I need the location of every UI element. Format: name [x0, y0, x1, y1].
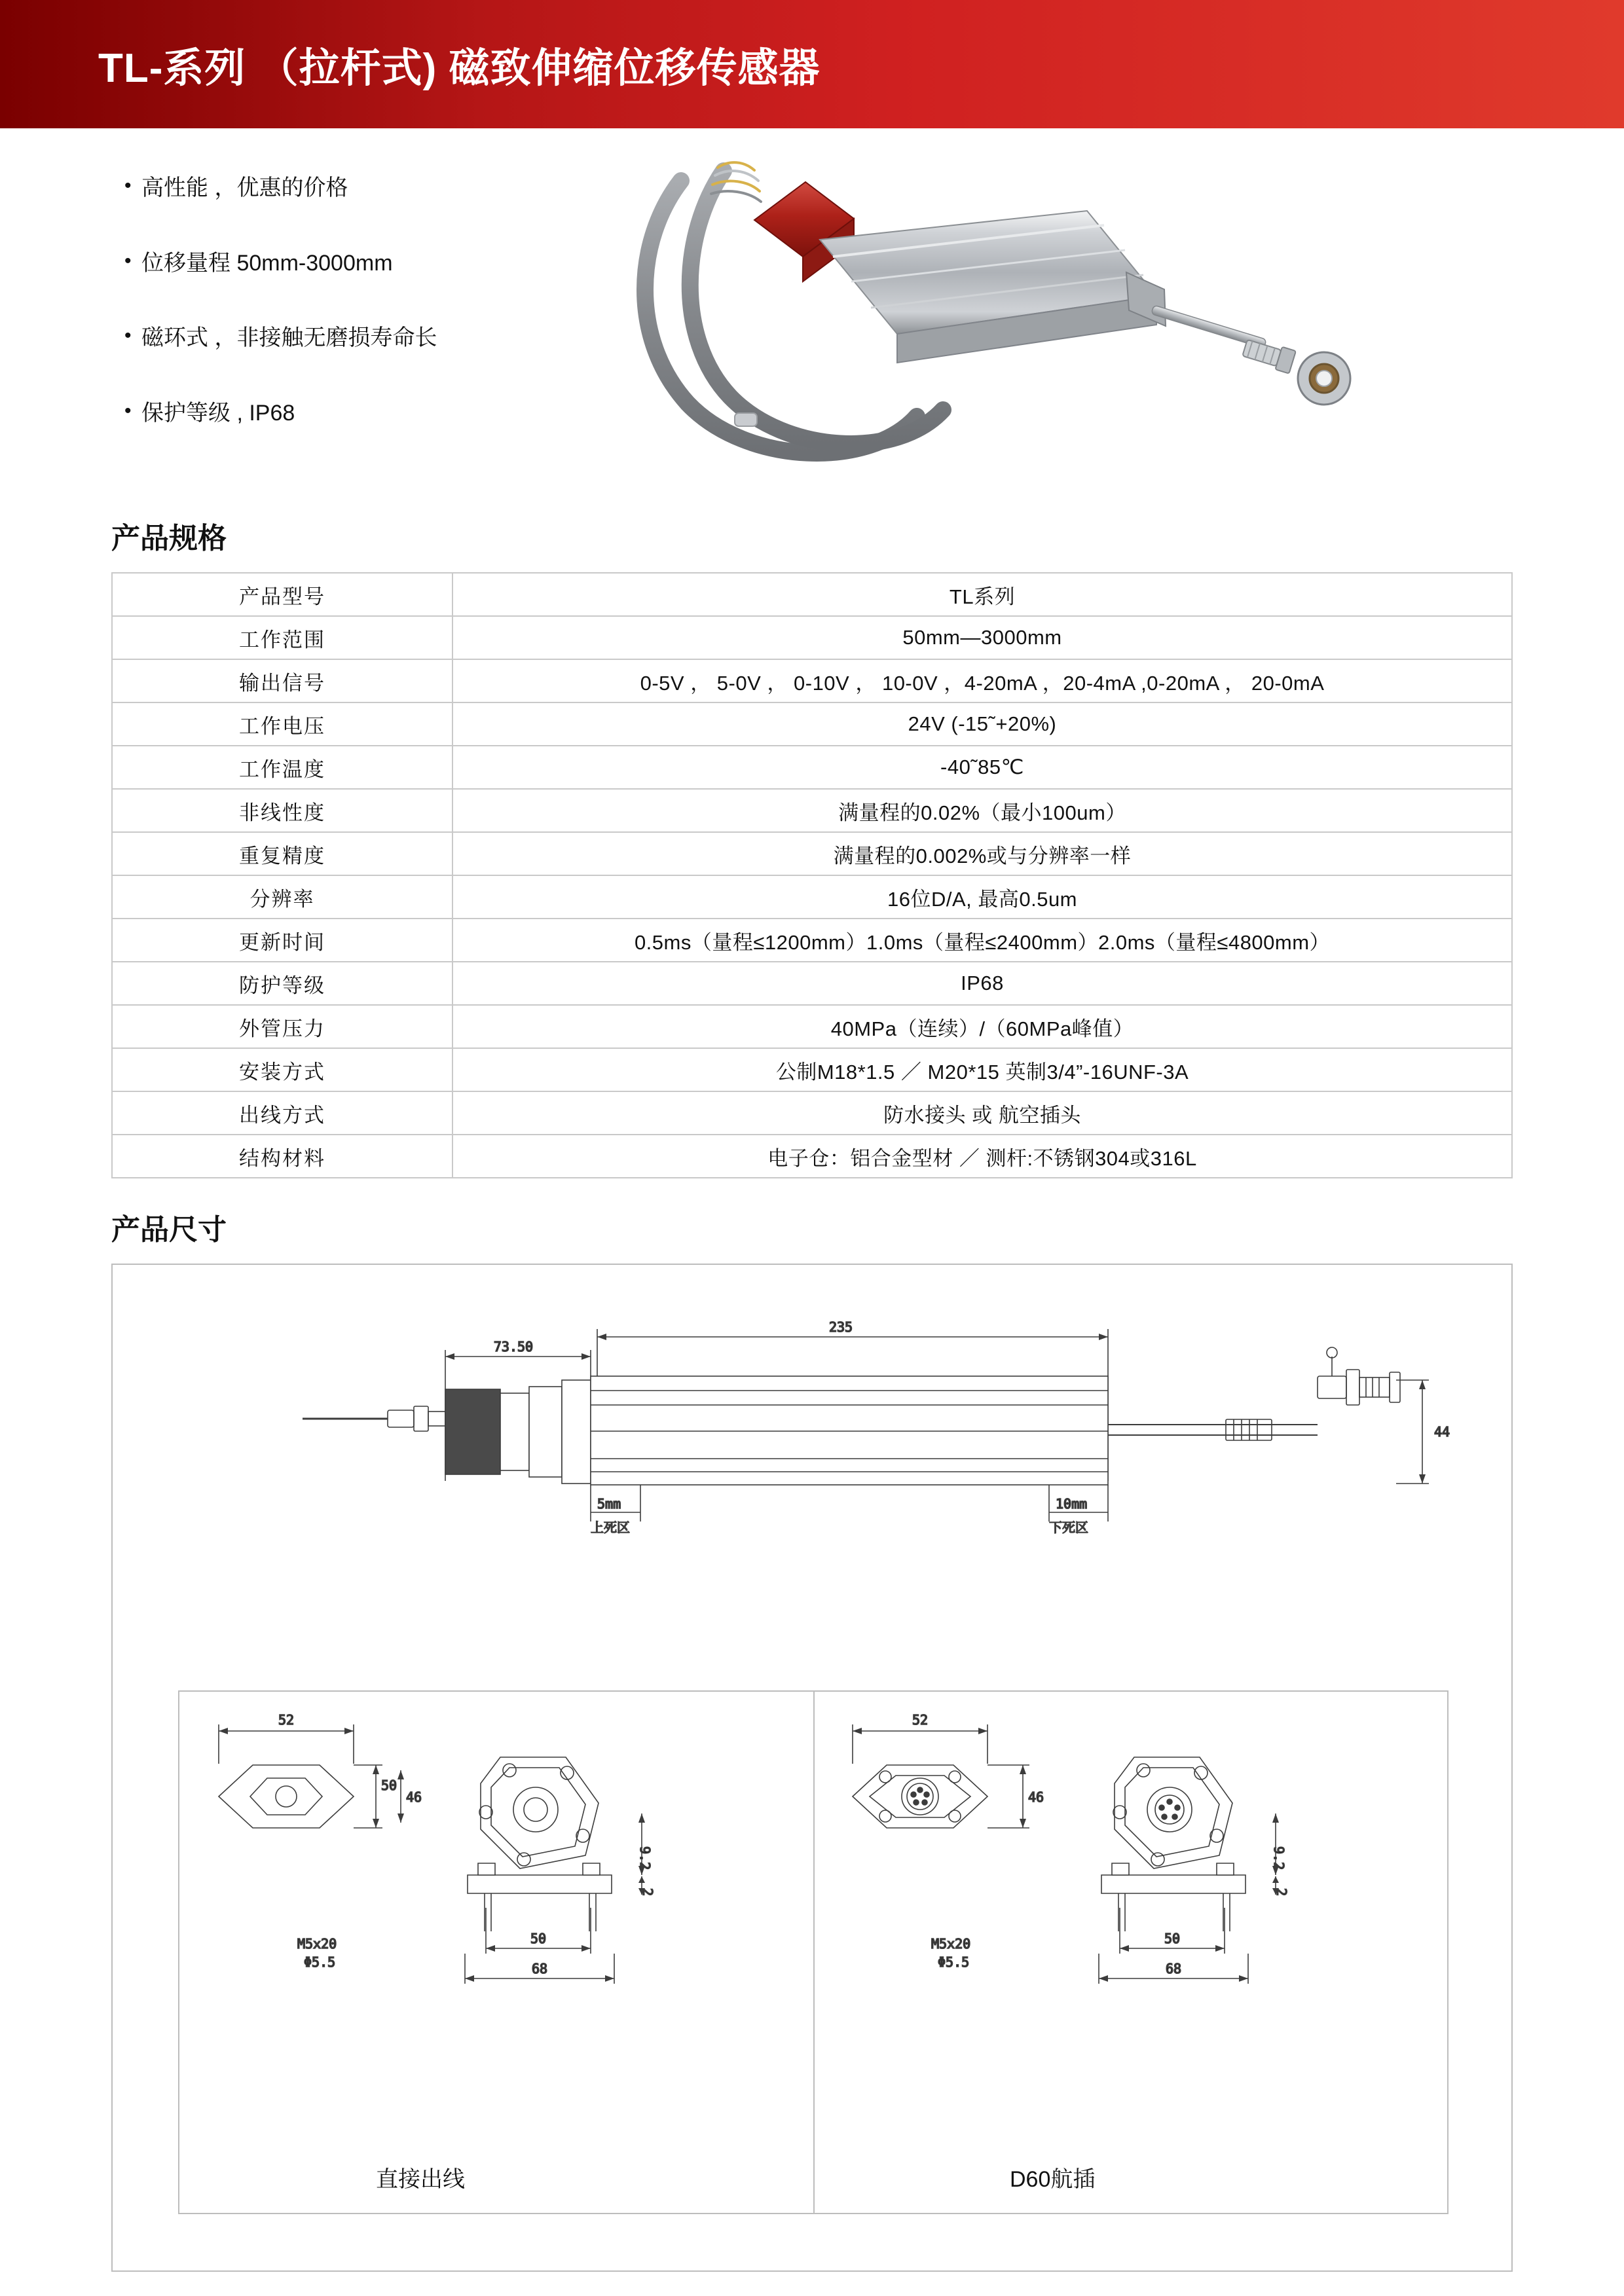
table-row — [112, 1135, 1512, 1178]
dim-right-hole-pitch: 50 — [1164, 1931, 1181, 1946]
table-row — [112, 1005, 1512, 1048]
dim-right-bolt-spec: M5x20 — [931, 1936, 971, 1952]
table-row — [112, 1091, 1512, 1135]
spec-value: 满量程的0.02%（最小100um） — [452, 789, 1512, 832]
dim-left-bolt-dia: Φ5.5 — [304, 1954, 336, 1970]
dim-left-bolt-spec: M5x20 — [297, 1936, 337, 1952]
dim-left-hex-height: 50 — [381, 1777, 397, 1793]
table-row — [112, 962, 1512, 1005]
spec-table-wrapper — [111, 572, 1513, 1178]
list-item — [124, 174, 622, 202]
table-row — [112, 573, 1512, 616]
dim-len-head: 73.50 — [493, 1339, 534, 1355]
dim-right-bracket-h: 9.2 — [1271, 1846, 1287, 1870]
product-intro-section — [0, 128, 1624, 515]
feature-list — [124, 174, 622, 474]
spec-key: 工作温度 — [112, 746, 452, 789]
spec-value: 电子仓：铝合金型材 ／ 测杆:不锈钢304或316L — [452, 1135, 1512, 1178]
spec-key: 防护等级 — [112, 962, 452, 1005]
dim-section-title: 产品尺寸 — [111, 1214, 227, 1246]
table-row — [112, 746, 1512, 789]
spec-value: 防水接头 或 航空插头 — [452, 1091, 1512, 1135]
dim-dead-zone-bottom-value: 10mm — [1056, 1496, 1088, 1512]
list-item — [124, 249, 622, 278]
spec-key: 产品型号 — [112, 573, 452, 616]
dim-dead-zone-bottom-label: 下死区 — [1049, 1521, 1088, 1535]
dim-left-width: 52 — [278, 1712, 295, 1728]
table-row — [112, 919, 1512, 962]
table-row — [112, 789, 1512, 832]
bullet-icon: • — [124, 325, 132, 346]
dim-left-bracket-h: 9.2 — [637, 1846, 653, 1870]
dim-detail-right — [813, 1692, 1447, 2213]
dim-detail-left — [179, 1692, 813, 2213]
dim-right-body-height: 46 — [1028, 1789, 1044, 1805]
dim-right-bolt-dia: Φ5.5 — [938, 1954, 970, 1970]
table-row — [112, 659, 1512, 702]
dim-len-total: 235 — [828, 1319, 853, 1335]
spec-value: IP68 — [452, 962, 1512, 1005]
bullet-icon: • — [124, 249, 132, 272]
spec-key: 安装方式 — [112, 1048, 452, 1091]
feature-label: 高性能 ，优惠的价格 — [141, 175, 348, 200]
list-item — [124, 399, 622, 428]
table-row — [112, 832, 1512, 875]
dim-right-width: 52 — [912, 1712, 929, 1728]
page-title: TL-系列 （拉杆式) 磁致伸缩位移传感器 — [98, 45, 821, 91]
dim-right-caption: D60航插 — [1010, 2167, 1096, 2192]
table-row — [112, 702, 1512, 746]
spec-value: -40˜85℃ — [452, 746, 1512, 789]
sensor-red-head — [754, 182, 854, 282]
spec-key: 分辨率 — [112, 875, 452, 919]
feature-label: 磁环式 ，非接触无磨损寿命长 — [141, 325, 437, 350]
bullet-icon: • — [124, 175, 132, 196]
spec-key: 结构材料 — [112, 1135, 452, 1178]
spec-key: 工作电压 — [112, 702, 452, 746]
cable-clamp — [735, 413, 757, 426]
feature-label: 保护等级 , IP68 — [141, 400, 295, 426]
dim-left-body-height: 46 — [406, 1789, 422, 1805]
dim-top-elevation — [113, 1265, 1511, 1684]
spec-value: 0-5V ， 5-0V ， 0-10V ， 10-0V ，4-20mA ，20-4mA ,0-20mA ， 20-0mA — [452, 659, 1512, 702]
dimension-drawing-panel — [111, 1264, 1513, 2272]
rod-end-bearing — [1298, 352, 1350, 405]
spec-key: 出线方式 — [112, 1091, 452, 1135]
spec-key: 更新时间 — [112, 919, 452, 962]
spec-value: 24V (-15˜+20%) — [452, 702, 1512, 746]
table-row — [112, 875, 1512, 919]
product-photo — [589, 141, 1506, 508]
rod-joint — [1242, 337, 1296, 374]
spec-value: 40MPa（连续）/（60MPa峰值） — [452, 1005, 1512, 1048]
spec-section-title: 产品规格 — [111, 522, 227, 555]
dim-right-bracket-t: 2 — [1274, 1888, 1289, 1897]
dim-left-caption: 直接出线 — [376, 2167, 465, 2192]
dim-right-bracket-width: 68 — [1165, 1961, 1182, 1977]
page-header — [0, 0, 1624, 128]
spec-value: 0.5ms（量程≤1200mm）1.0ms（量程≤2400mm）2.0ms（量程≤4800mm） — [452, 919, 1512, 962]
list-item — [124, 324, 622, 352]
spec-key: 重复精度 — [112, 832, 452, 875]
dim-left-bracket-t: 2 — [640, 1888, 655, 1897]
feature-label: 位移量程 50mm-3000mm — [141, 250, 393, 276]
spec-value: 50mm—3000mm — [452, 616, 1512, 659]
dim-left-hole-pitch: 50 — [530, 1931, 547, 1946]
spec-value: TL系列 — [452, 573, 1512, 616]
dim-detail-blocks — [178, 1690, 1449, 2214]
table-row — [112, 616, 1512, 659]
dim-left-bracket-width: 68 — [531, 1961, 548, 1977]
table-row — [112, 1048, 1512, 1091]
spec-key: 外管压力 — [112, 1005, 452, 1048]
spec-key: 输出信号 — [112, 659, 452, 702]
spec-value: 公制M18*1.5 ／ M20*15 英制3/4”-16UNF-3A — [452, 1048, 1512, 1091]
dim-dead-zone-top-label: 上死区 — [591, 1521, 630, 1535]
spec-key: 非线性度 — [112, 789, 452, 832]
spec-value: 满量程的0.002%或与分辨率一样 — [452, 832, 1512, 875]
dim-height-44: 44 — [1434, 1424, 1450, 1440]
bullet-icon: • — [124, 399, 132, 422]
dim-dead-zone-top-value: 5mm — [597, 1496, 621, 1512]
spec-value: 16位D/A, 最高0.5um — [452, 875, 1512, 919]
spec-table — [111, 572, 1513, 1178]
sensor-body — [820, 211, 1156, 363]
spec-key: 工作范围 — [112, 616, 452, 659]
